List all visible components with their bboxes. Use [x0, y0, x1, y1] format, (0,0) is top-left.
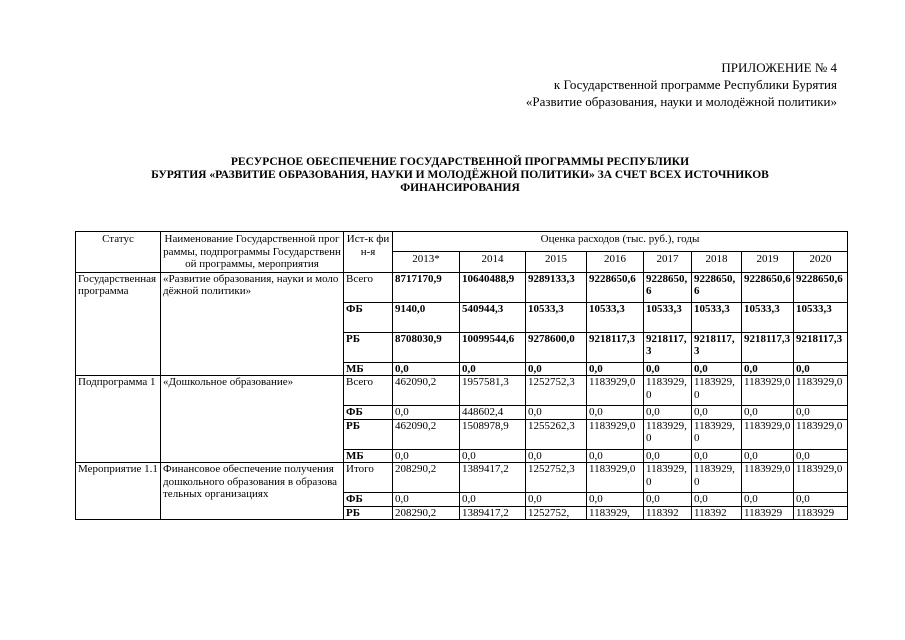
table-cell: 9228650,6: [742, 272, 794, 302]
table-cell: 0,0: [393, 406, 460, 420]
table-cell: 1183929,0: [794, 419, 848, 449]
table-cell: 0,0: [692, 493, 742, 507]
table-cell: 0,0: [393, 362, 460, 376]
table-cell: 9228650,6: [794, 272, 848, 302]
table-cell: 9218117,3: [587, 332, 644, 362]
table-cell: 1183929,0: [644, 419, 692, 449]
table-cell: 1183929,0: [644, 376, 692, 406]
appendix-header: [526, 59, 837, 110]
table-cell: 10533,3: [794, 302, 848, 332]
table-cell: 0,0: [587, 493, 644, 507]
table-cell: 8708030,9: [393, 332, 460, 362]
table-cell: 0,0: [692, 362, 742, 376]
row-source: Всего: [344, 376, 393, 406]
table-cell: 1183929,0: [794, 463, 848, 493]
table-cell: 10533,3: [692, 302, 742, 332]
table-cell: 0,0: [526, 493, 587, 507]
table-cell: 0,0: [742, 362, 794, 376]
header-year: 2013*: [393, 252, 460, 272]
table-cell: 9289133,3: [526, 272, 587, 302]
table-cell: 1183929,0: [587, 419, 644, 449]
row-source: РБ: [344, 419, 393, 449]
row-name: Финансовое обеспечение получения дошкольного образования в образовательных организациях: [161, 463, 344, 520]
row-status: Подпрограмма 1: [76, 376, 161, 463]
table-cell: 1183929,: [587, 506, 644, 520]
title-line-1: РЕСУРСНОЕ ОБЕСПЕЧЕНИЕ ГОСУДАРСТВЕННОЙ ПРОГРАММЫ РЕСПУБЛИКИ: [230, 156, 690, 168]
title-line-3: ФИНАНСИРОВАНИЯ: [400, 182, 520, 194]
table-cell: 0,0: [393, 493, 460, 507]
table-cell: 10533,3: [526, 302, 587, 332]
row-source: Всего: [344, 272, 393, 302]
table-cell: 0,0: [587, 406, 644, 420]
table-cell: 208290,2: [393, 506, 460, 520]
row-source: ФБ: [344, 406, 393, 420]
table-cell: 9228650,6: [587, 272, 644, 302]
header-year: 2016: [587, 252, 644, 272]
row-name: «Дошкольное образование»: [161, 376, 344, 463]
table-cell: 0,0: [692, 406, 742, 420]
table-row: [76, 376, 848, 406]
table-cell: 0,0: [794, 493, 848, 507]
table-cell: 9218117,3: [742, 332, 794, 362]
table-cell: 9218117,3: [692, 332, 742, 362]
header-year: 2020: [794, 252, 848, 272]
row-source: МБ: [344, 449, 393, 463]
table-cell: 1183929,0: [742, 463, 794, 493]
table-cell: 0,0: [526, 449, 587, 463]
table-cell: 1183929: [742, 506, 794, 520]
table-row: [76, 272, 848, 302]
table-cell: 1183929,0: [692, 376, 742, 406]
row-source: РБ: [344, 332, 393, 362]
table-cell: 1183929,0: [692, 419, 742, 449]
table-cell: 1183929,0: [794, 376, 848, 406]
table-cell: 1389417,2: [460, 506, 526, 520]
table-cell: 0,0: [393, 449, 460, 463]
table-cell: 9228650,6: [644, 272, 692, 302]
table-cell: 0,0: [587, 449, 644, 463]
header-year: 2017: [644, 252, 692, 272]
table-cell: 118392: [644, 506, 692, 520]
table-cell: 448602,4: [460, 406, 526, 420]
appendix-program-name: «Развитие образования, науки и молодёжной политики»: [525, 94, 837, 109]
row-source: Итого: [344, 463, 393, 493]
table-cell: 0,0: [794, 362, 848, 376]
appendix-number: ПРИЛОЖЕНИЕ № 4: [721, 60, 837, 75]
table-cell: 462090,2: [393, 376, 460, 406]
table-cell: 1508978,9: [460, 419, 526, 449]
header-year: 2018: [692, 252, 742, 272]
table-cell: 0,0: [526, 362, 587, 376]
table-cell: 10640488,9: [460, 272, 526, 302]
header-estimate: Оценка расходов (тыс. руб.), годы: [393, 232, 848, 252]
table-cell: 118392: [692, 506, 742, 520]
title-line-2: БУРЯТИЯ «РАЗВИТИЕ ОБРАЗОВАНИЯ, НАУКИ И МОЛОДЁЖНОЙ ПОЛИТИКИ» ЗА СЧЕТ ВСЕХ ИСТОЧНИКОВ: [151, 169, 769, 181]
table-cell: 1389417,2: [460, 463, 526, 493]
table-cell: 462090,2: [393, 419, 460, 449]
table-cell: 1183929,0: [742, 419, 794, 449]
row-status: Государственная программа: [76, 272, 161, 376]
row-source: ФБ: [344, 302, 393, 332]
header-year: 2019: [742, 252, 794, 272]
table-cell: 208290,2: [393, 463, 460, 493]
table-cell: 0,0: [644, 362, 692, 376]
table-cell: 9278600,0: [526, 332, 587, 362]
document-title: [100, 156, 820, 195]
table-cell: 0,0: [644, 406, 692, 420]
table-cell: 8717170,9: [393, 272, 460, 302]
table-cell: 0,0: [794, 406, 848, 420]
table-cell: 10099544,6: [460, 332, 526, 362]
table-cell: 0,0: [644, 449, 692, 463]
table-cell: 1183929,0: [587, 376, 644, 406]
table-cell: 0,0: [587, 362, 644, 376]
table-cell: 1252752,3: [526, 463, 587, 493]
row-source: РБ: [344, 506, 393, 520]
row-source: МБ: [344, 362, 393, 376]
row-name: «Развитие образования, науки и молодёжной политики»: [161, 272, 344, 376]
table-cell: 10533,3: [644, 302, 692, 332]
row-source: ФБ: [344, 493, 393, 507]
appendix-program-ref: к Государственной программе Республики Бурятия: [553, 77, 837, 92]
table-cell: 10533,3: [742, 302, 794, 332]
table-cell: 0,0: [460, 493, 526, 507]
table-cell: 1183929,0: [644, 463, 692, 493]
table-cell: 0,0: [644, 493, 692, 507]
row-status: Мероприятие 1.1: [76, 463, 161, 520]
table-cell: 0,0: [526, 406, 587, 420]
table-cell: 1252752,: [526, 506, 587, 520]
header-source: Ист-к фин-я: [344, 232, 393, 273]
table-cell: 9218117,3: [794, 332, 848, 362]
header-year: 2014: [460, 252, 526, 272]
table-cell: 1252752,3: [526, 376, 587, 406]
table-cell: 1183929,0: [742, 376, 794, 406]
table-cell: 0,0: [742, 406, 794, 420]
table-cell: 1255262,3: [526, 419, 587, 449]
table-cell: 9140,0: [393, 302, 460, 332]
header-row-1: [76, 232, 848, 252]
table-cell: 0,0: [460, 362, 526, 376]
table-cell: 10533,3: [587, 302, 644, 332]
table-cell: 1183929,0: [692, 463, 742, 493]
table-cell: 540944,3: [460, 302, 526, 332]
table-cell: 1957581,3: [460, 376, 526, 406]
header-status: Статус: [76, 232, 161, 273]
table-cell: 9228650,6: [692, 272, 742, 302]
table-cell: 0,0: [742, 449, 794, 463]
table-cell: 0,0: [692, 449, 742, 463]
resource-table: [75, 231, 848, 520]
table-row: [76, 463, 848, 493]
header-year: 2015: [526, 252, 587, 272]
table-cell: 0,0: [794, 449, 848, 463]
table-cell: 1183929,0: [587, 463, 644, 493]
table-cell: 0,0: [460, 449, 526, 463]
header-name: Наименование Государственной программы, подпрограммы Государственной программы, мероприятия: [161, 232, 344, 273]
table-cell: 1183929: [794, 506, 848, 520]
table-cell: 0,0: [742, 493, 794, 507]
table-cell: 9218117,3: [644, 332, 692, 362]
